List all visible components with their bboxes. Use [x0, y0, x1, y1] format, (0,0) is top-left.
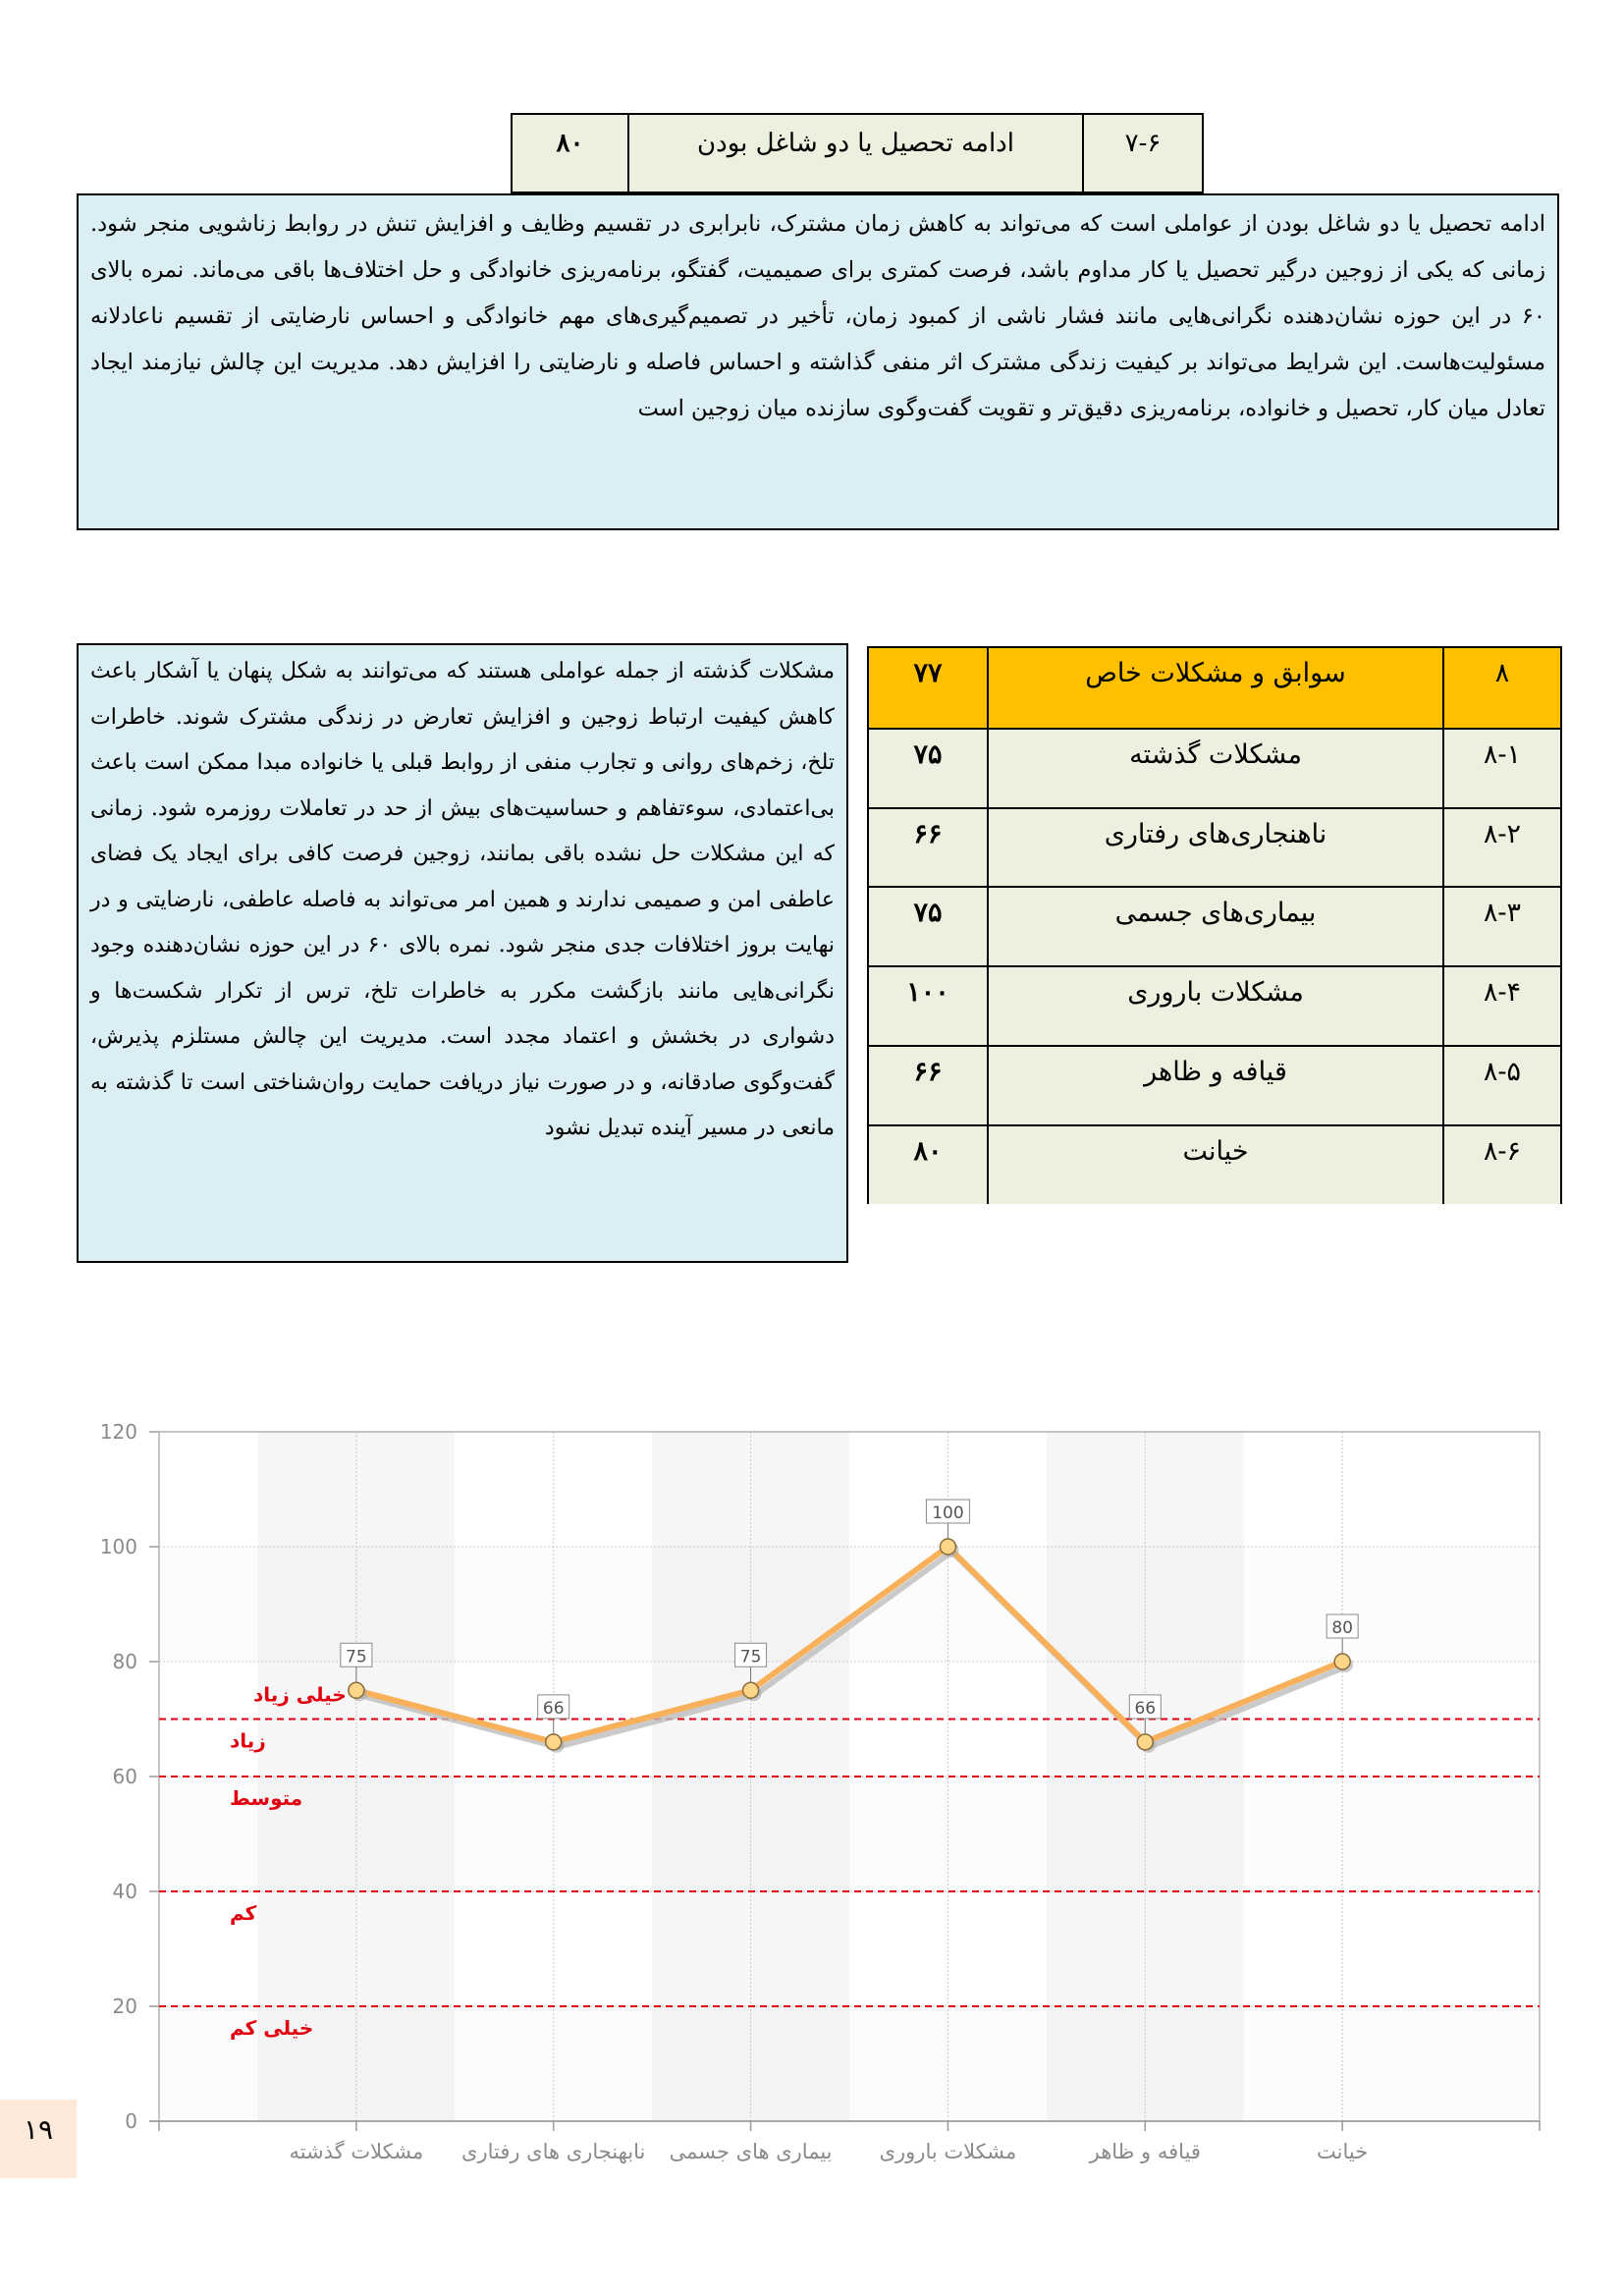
table-row: [869, 728, 1560, 807]
row-code: ۸-۱: [1442, 730, 1560, 807]
top-row-title: ادامه تحصیل یا دو شاغل بودن: [627, 115, 1082, 191]
threshold-label: خیلی زیاد: [253, 1682, 347, 1707]
row-score: ۷۵: [913, 898, 943, 929]
table-row: [869, 886, 1560, 965]
top-score-row: [511, 113, 1204, 193]
plot-row-band: [159, 2006, 1540, 2121]
data-label: 66: [1134, 1698, 1157, 1719]
table-row: [869, 965, 1560, 1045]
data-point: [940, 1539, 955, 1555]
top-row-code: ۷-۶: [1082, 115, 1202, 191]
table-row: [869, 1045, 1560, 1124]
row-code: ۸-۲: [1442, 809, 1560, 887]
row-code: ۸-۴: [1442, 967, 1560, 1045]
row-score: ۶۶: [913, 1056, 943, 1087]
threshold-label: کم: [230, 1901, 257, 1925]
row-score: ۸۰: [913, 1135, 943, 1167]
table-row: [869, 1124, 1560, 1204]
y-tick-label: 40: [112, 1880, 137, 1903]
x-tick-label: مشکلات گذشته: [289, 2140, 424, 2163]
threshold-label: متوسط: [230, 1786, 303, 1810]
chart-svg: [0, 1394, 1624, 2200]
row-score: ۷۵: [913, 738, 943, 770]
data-label: 75: [739, 1647, 762, 1667]
data-point: [1137, 1734, 1153, 1750]
threshold-label: خیلی کم: [230, 2016, 314, 2040]
data-label: 100: [932, 1503, 964, 1523]
row-title: ناهنجاری‌های رفتاری: [987, 809, 1442, 887]
y-tick-label: 100: [99, 1535, 137, 1558]
data-label: 80: [1331, 1618, 1353, 1638]
y-tick-label: 0: [125, 2109, 137, 2133]
table-header-row: [869, 648, 1560, 728]
row-code: ۸-۵: [1442, 1047, 1560, 1124]
row-title: مشکلات باروری: [987, 967, 1442, 1045]
data-point: [349, 1682, 364, 1698]
top-description: ادامه تحصیل یا دو شاغل بودن از عواملی است که می‌تواند به کاهش زمان مشترک، نابرابری در تقسیم وظایف و افزایش تنش در روابط زناشویی منجر شود. زمانی که یکی از زوجین درگیر تحصیل یا کار مداوم باشد، فرصت کمتری برای صمیمیت، گفتگو، برنامه‌ریزی خانوادگی و حل اختلاف‌ها باقی می‌ماند. نمره بالای ۶۰ در این حوزه نشان‌دهنده نگرانی‌هایی مانند فشار ناشی از کمبود زمان، تأخیر در تصمیم‌گیری‌های مهم خانوادگی و احساس نارضایتی از تقسیم ناعادلانه مسئولیت‌هاست. این شرایط می‌تواند بر کیفیت زندگی مشترک اثر منفی گذاشته و احساس فاصله و نارضایتی را افزایش دهد. مدیریت این چالش نیازمند ایجاد تعادل میان کار، تحصیل و خانواده، برنامه‌ریزی دقیق‌تر و تقویت گفت‌وگوی سازنده میان زوجین است: [77, 193, 1559, 530]
data-point: [743, 1682, 759, 1698]
data-label: 75: [346, 1647, 367, 1667]
row-title: قیافه و ظاهر: [987, 1047, 1442, 1124]
table-row: [869, 807, 1560, 887]
y-tick-label: 80: [112, 1650, 137, 1673]
row-code: ۸-۳: [1442, 888, 1560, 965]
y-tick-label: 20: [112, 1995, 137, 2018]
data-point: [546, 1734, 562, 1750]
section-description: مشکلات گذشته از جمله عواملی هستند که می‌توانند به شکل پنهان یا آشکار باعث کاهش کیفیت ارتباط زوجین و افزایش تعارض در زندگی مشترک شوند. خاطرات تلخ، زخم‌های روانی و تجارب منفی از روابط قبلی یا خانواده مبدا ممکن است باعث بی‌اعتمادی، سوءتفاهم و حساسیت‌های بیش از حد در تعاملات روزمره شود. زمانی که این مشکلات حل نشده باقی بمانند، زوجین فرصت کافی برای ایجاد یک فضای عاطفی امن و صمیمی ندارند و همین امر می‌تواند به فاصله عاطفی، نارضایتی و در نهایت بروز اختلافات جدی منجر شود. نمره بالای ۶۰ در این حوزه نشان‌دهنده وجود نگرانی‌هایی مانند بازگشت مکرر به خاطرات تلخ، ترس از تکرار شکست‌ها و دشواری در بخشش و اعتماد مجدد است. مدیریت این چالش مستلزم پذیرش، گفت‌وگوی صادقانه، و در صورت نیاز دریافت حمایت روان‌شناختی است تا گذشته به مانعی در مسیر آینده تبدیل نشود: [77, 643, 848, 1263]
score-line-chart: [0, 1394, 1624, 2200]
plot-row-band: [159, 1777, 1540, 1891]
header-score: ۷۷: [913, 658, 943, 688]
data-point: [1334, 1654, 1350, 1669]
x-tick-label: مشکلات باروری: [879, 2140, 1017, 2163]
x-tick-label: نابهنجاری های رفتاری: [461, 2140, 646, 2163]
scores-table: [867, 646, 1562, 1204]
header-title: سوابق و مشکلات خاص: [987, 648, 1442, 728]
header-code: ۸: [1442, 648, 1560, 728]
row-score: ۶۶: [913, 818, 943, 849]
page-number: ۱۹: [0, 2100, 77, 2178]
row-title: مشکلات گذشته: [987, 730, 1442, 807]
y-tick-label: 120: [99, 1420, 137, 1444]
row-score: ۱۰۰: [906, 977, 949, 1009]
data-label: 66: [542, 1698, 565, 1719]
x-tick-label: قیافه و ظاهر: [1089, 2140, 1201, 2163]
x-tick-label: بیماری های جسمی: [669, 2140, 833, 2163]
top-row-score: ۸۰: [556, 129, 584, 158]
row-title: خیانت: [987, 1126, 1442, 1204]
x-tick-label: خیانت: [1317, 2140, 1369, 2163]
y-tick-label: 60: [112, 1765, 137, 1788]
threshold-label: زیاد: [230, 1728, 266, 1753]
row-title: بیماری‌های جسمی: [987, 888, 1442, 965]
row-code: ۸-۶: [1442, 1126, 1560, 1204]
